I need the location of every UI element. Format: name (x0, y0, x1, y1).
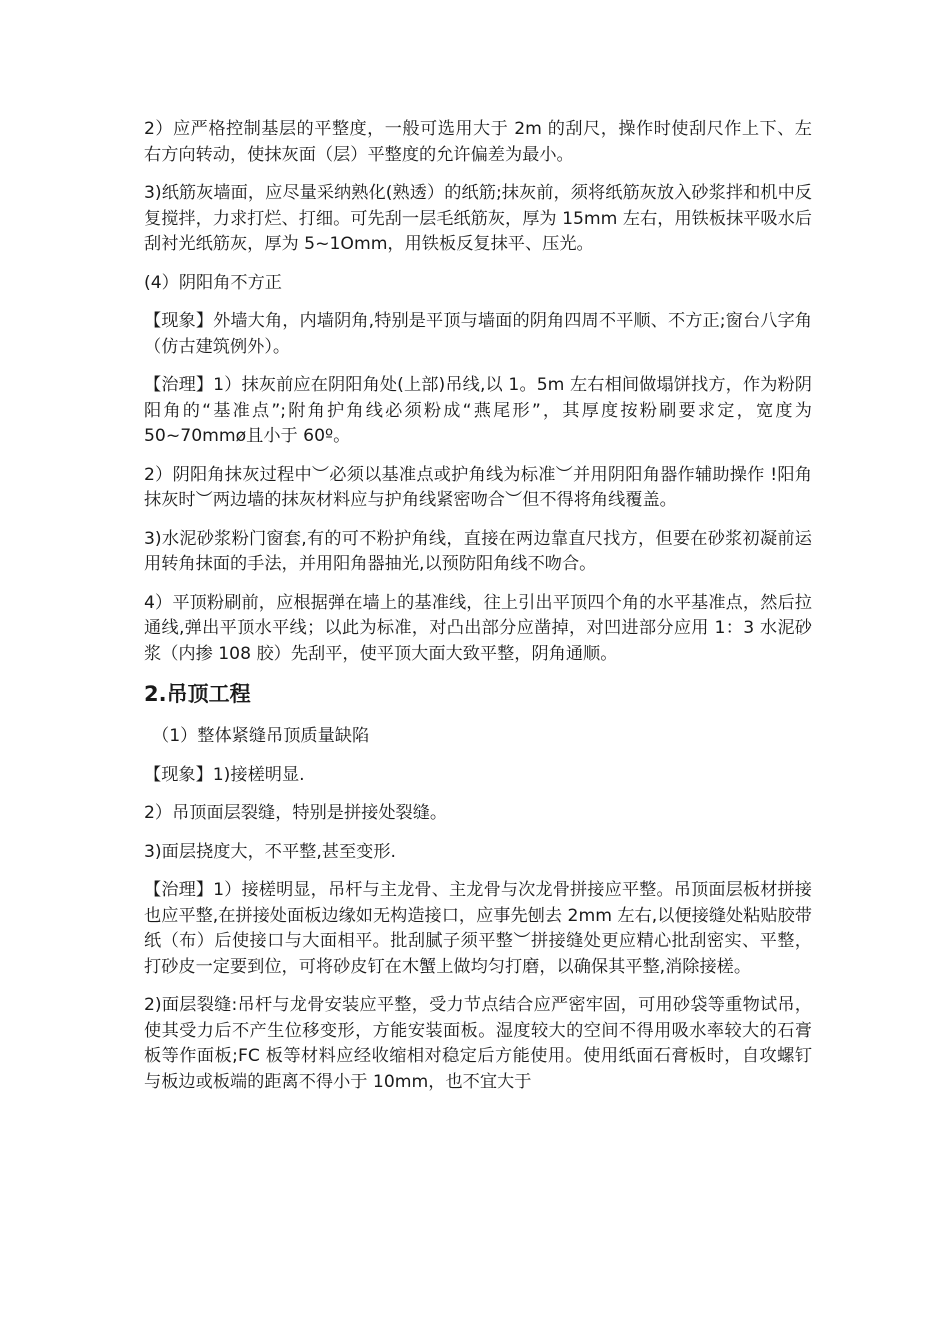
document-page (144, 117, 812, 1108)
paragraph-corner-treatment-3: 3)水泥砂浆粉门窗套,有的可不粉护角线，直接在两边靠直尺找方，但要在砂浆初凝前运用转角抹面的手法，并用阳角器抽光,以预防阳角线不吻合。 (144, 528, 812, 574)
paragraph-ceiling-phenomenon-3: 3)面层挠度大，不平整,甚至变形. (144, 841, 397, 862)
paragraph-corner-title: (4）阴阳角不方正 (144, 272, 282, 293)
paragraph-ceiling-phenomenon-1: 【现象】1)接槎明显. (144, 764, 305, 785)
paragraph-corner-treatment-4: 4）平顶粉刷前，应根据弹在墙上的基准线，往上引出平顶四个角的水平基准点，然后拉通线,弹出平顶水平线；以此为标准，对凸出部分应凿掉，对凹进部分应用 1：3 水泥砂浆（内掺 108 胶）先刮平，使平顶大面大致平整，阴角通顺。 (144, 592, 812, 664)
paragraph-paper-fiber-plaster: 3)纸筋灰墙面，应尽量采纳熟化(熟透）的纸筋;抹灰前，须将纸筋灰放入砂浆拌和机中反复搅拌，力求打烂、打细。可先刮一层毛纸筋灰，厚为 15mm 左右，用铁板抹平吸水后刮衬光纸筋灰，厚为 5~1Omm，用铁板反复抹平、压光。 (144, 183, 812, 254)
paragraph-flatness-control: 2）应严格控制基层的平整度，一般可选用大于 2m 的刮尺，操作时使刮尺作上下、左右方向转动，使抹灰面（层）平整度的允许偏差为最小。 (144, 119, 812, 165)
paragraph-corner-treatment-2: 2）阴阳角抹灰过程中︶必须以基准点或护角线为标准︶并用阴阳角器作辅助操作 !阳角抹灰时︶两边墙的抹灰材料应与护角线紧密吻合︶但不得将角线覆盖。 (144, 464, 812, 510)
paragraph-ceiling-title: （1）整体紧缝吊顶质量缺陷 (152, 726, 370, 746)
section-heading-ceiling: 2.吊顶工程 (144, 682, 251, 706)
paragraph-corner-treatment-1: 【治理】1）抹灰前应在阴阳角处(上部)吊线,以 1。5m 左右相间做塌饼找方，作为粉阴阳角的“基准点”;附角护角线必须粉成“燕尾形”，其厚度按粉刷要求定，宽度为 50~70mmø且小于 60º。 (144, 375, 812, 446)
paragraph-ceiling-treatment-2: 2)面层裂缝:吊杆与龙骨安装应平整，受力节点结合应严密牢固，可用砂袋等重物试吊，使其受力后不产生位移变形，方能安装面板。湿度较大的空间不得用吸水率较大的石膏板等作面板;FC 板等材料应经收缩相对稳定后方能使用。使用纸面石膏板时，自攻螺钉与板边或板端的距离不得小于 10mm，也不宜大于 (144, 995, 812, 1092)
paragraph-ceiling-treatment-1: 【治理】1）接槎明显，吊杆与主龙骨、主龙骨与次龙骨拼接应平整。吊顶面层板材拼接也应平整,在拼接处面板边缘如无构造接口，应事先刨去 2mm 左右,以便接缝处粘贴胶带纸（布）后使接口与大面相平。批刮腻子须平整︶拼接缝处更应精心批刮密实、平整，打砂皮一定要到位，可将砂皮钉在木蟹上做均匀打磨，以确保其平整,消除接槎。 (144, 880, 812, 977)
paragraph-corner-phenomenon: 【现象】外墙大角，内墙阴角,特别是平顶与墙面的阴角四周不平顺、不方正;窗台八字角（仿古建筑例外）。 (144, 311, 812, 357)
paragraph-ceiling-phenomenon-2: 2）吊顶面层裂缝，特别是拼接处裂缝。 (144, 803, 448, 823)
